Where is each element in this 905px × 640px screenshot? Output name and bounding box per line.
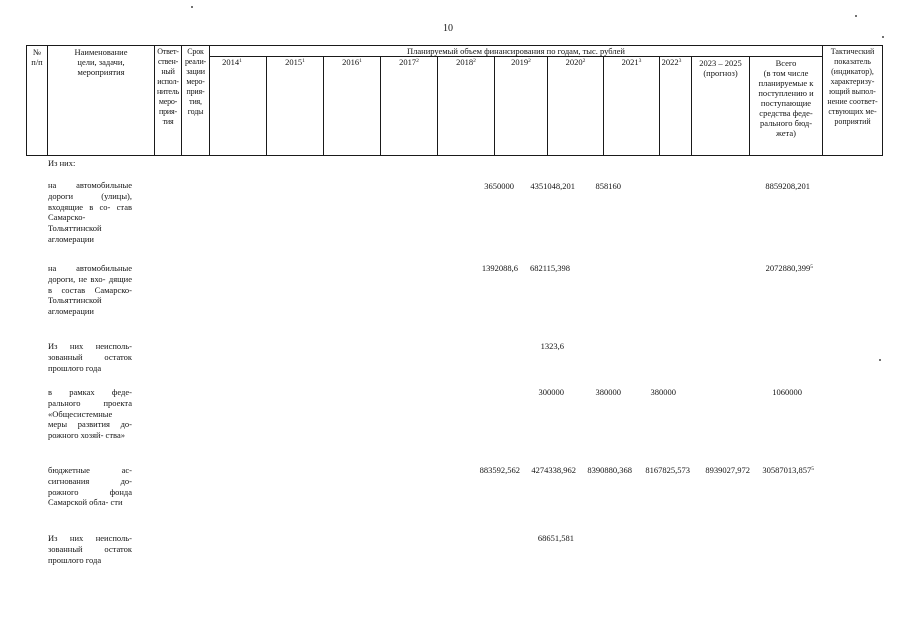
year-footnote: 3	[678, 58, 682, 64]
header-term: Срок реали- зации меро- прия- тия, годы	[181, 45, 210, 156]
row4-2021: 8390880,368	[587, 465, 632, 475]
row4-forecast: 8939027,972	[705, 465, 750, 475]
year-footnote: 2	[473, 58, 476, 64]
header-year-2014	[209, 56, 267, 156]
header-total: Всего (в том числе планируемые к поступлению и поступающие средства феде- рального бюд- жета)	[749, 56, 823, 156]
row3-2020: 300000	[538, 387, 564, 397]
intro-label: Из них:	[48, 158, 76, 168]
row-label-unused-balance-1: Из них неисполь- зованный остаток прошлого года	[48, 341, 132, 373]
year-footnote: 3	[638, 58, 642, 64]
header-year-2021	[603, 56, 660, 156]
year-footnote: 1	[302, 58, 305, 64]
scan-speck	[191, 6, 193, 8]
year-label: 2014	[222, 57, 240, 67]
year-label: 2016	[342, 57, 360, 67]
header-forecast: 2023 – 2025 (прогноз)	[691, 56, 750, 156]
row0-total: 8859208,201	[765, 181, 810, 191]
row4-total: 30587013,857$^5$	[762, 465, 814, 475]
scan-speck	[879, 359, 881, 361]
row-label-road-fund: бюджетные ас- сигнования до- рожного фонда Самарской обла- сти	[48, 465, 132, 508]
year-label: 2022	[661, 57, 679, 67]
page-number: 10	[443, 23, 453, 34]
year-footnote: 2	[416, 58, 419, 64]
year-footnote: 2	[582, 58, 586, 64]
header-year-2017	[380, 56, 438, 156]
year-label: 2019	[511, 57, 529, 67]
header-name: Наименование цели, задачи, мероприятия	[47, 45, 155, 156]
row1-2019: 1392088,6	[481, 263, 518, 273]
year-label: 2020	[565, 57, 583, 67]
row2-2020: 1323,6	[540, 341, 564, 351]
row-label-unused-balance-2: Из них неисполь- зованный остаток прошлого года	[48, 533, 132, 565]
row3-total: 1060000	[772, 387, 802, 397]
year-footnote: 1	[239, 58, 242, 64]
year-footnote: 2	[528, 58, 531, 64]
year-label: 2018	[456, 57, 474, 67]
row1-total: 2072880,399$^5$	[765, 263, 813, 273]
year-label: 2015	[285, 57, 303, 67]
year-label: 2017	[399, 57, 417, 67]
row5-2020: 68651,581	[537, 533, 574, 543]
header-year-2019	[494, 56, 548, 156]
row0-2020: 4351048,201	[530, 181, 575, 191]
year-footnote: 1	[359, 58, 362, 64]
row-label-federal-project: в рамках феде- рального проекта «Общесистемные меры развития до- рожного хозяй- ства»	[48, 387, 132, 441]
scan-speck	[855, 15, 857, 17]
header-responsible: Ответ- ствен- ный испол- нитель меро- прия- тия	[154, 45, 182, 156]
year-label: 2021	[621, 57, 639, 67]
row4-2019: 883592,562	[479, 465, 520, 475]
header-indicator: Тактический показатель (индикатор), характеризу- ющий выпол- нение соответ- ствующих ме- роприятий	[822, 45, 883, 156]
header-year-2016	[323, 56, 381, 156]
row0-2019: 3650000	[484, 181, 514, 191]
row-label-outside-agglomeration: на автомобильные дороги, не вхо- дящие в состав Самарско- Тольяттинской агломерации	[48, 263, 132, 317]
header-year-2015	[266, 56, 324, 156]
header-year-2020	[547, 56, 604, 156]
row3-2021: 380000	[595, 387, 621, 397]
row4-2020: 4274338,962	[531, 465, 576, 475]
header-year-2018	[437, 56, 495, 156]
row1-2020: 682115,398	[529, 263, 570, 273]
row0-2021: 858160	[595, 181, 621, 191]
row-label-agglomeration: на автомобильные дороги (улицы), входящие в со- став Самарско- Тольяттинской агломерации	[48, 180, 132, 244]
header-num: № п/п	[26, 45, 48, 156]
header-funding-title: Планируемый объем финансирования по годам, тыс. рублей	[209, 45, 823, 57]
row3-2022: 380000	[650, 387, 676, 397]
scan-speck	[882, 36, 884, 38]
row4-2022: 8167825,573	[645, 465, 690, 475]
header-year-2022	[659, 56, 692, 156]
